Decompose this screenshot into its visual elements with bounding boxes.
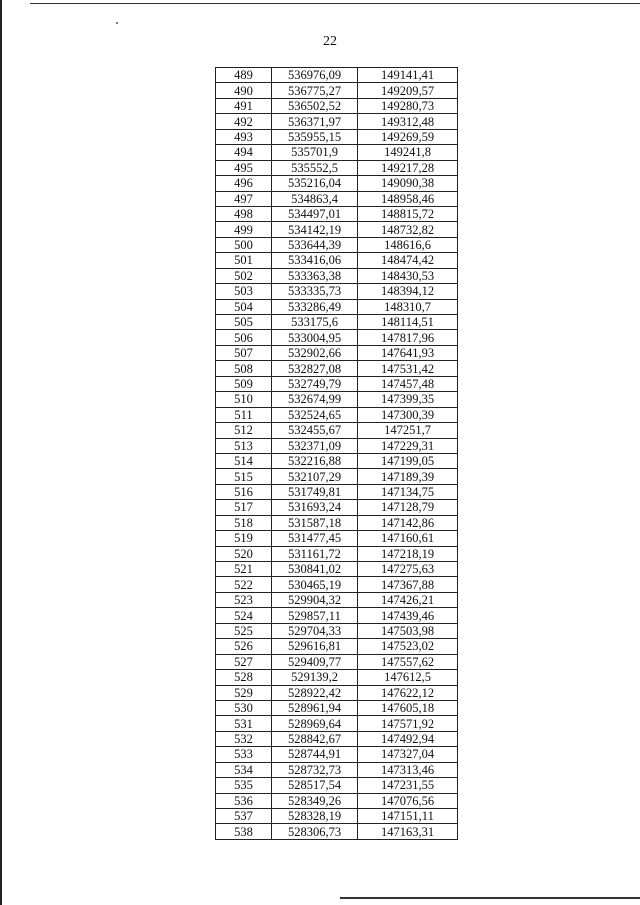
table-row [216, 731, 458, 746]
table-row [216, 608, 458, 623]
table-row [216, 376, 458, 391]
x-coordinate-cell: 528328,19 [272, 809, 358, 824]
point-number-cell: 514 [216, 453, 272, 468]
y-coordinate-cell: 147492,94 [358, 731, 458, 746]
table-row [216, 407, 458, 422]
table-row [216, 623, 458, 638]
y-coordinate-cell: 148815,72 [358, 206, 458, 221]
bottom-border-line [340, 897, 640, 899]
point-number-cell: 525 [216, 623, 272, 638]
table-row [216, 453, 458, 468]
x-coordinate-cell: 528922,42 [272, 685, 358, 700]
x-coordinate-cell: 535552,5 [272, 160, 358, 175]
y-coordinate-cell: 147300,39 [358, 407, 458, 422]
x-coordinate-cell: 529704,33 [272, 623, 358, 638]
table-row [216, 469, 458, 484]
x-coordinate-cell: 528842,67 [272, 731, 358, 746]
point-number-cell: 491 [216, 98, 272, 113]
x-coordinate-cell: 532902,66 [272, 345, 358, 360]
y-coordinate-cell: 148430,53 [358, 268, 458, 283]
table-row [216, 747, 458, 762]
table-row [216, 145, 458, 160]
y-coordinate-cell: 147189,39 [358, 469, 458, 484]
y-coordinate-cell: 149241,8 [358, 145, 458, 160]
point-number-cell: 532 [216, 731, 272, 746]
table-row [216, 438, 458, 453]
x-coordinate-cell: 528732,73 [272, 762, 358, 777]
y-coordinate-cell: 149280,73 [358, 98, 458, 113]
y-coordinate-cell: 147523,02 [358, 639, 458, 654]
y-coordinate-cell: 147218,19 [358, 546, 458, 561]
x-coordinate-cell: 528306,73 [272, 824, 358, 839]
table-row [216, 809, 458, 824]
x-coordinate-cell: 533416,06 [272, 253, 358, 268]
x-coordinate-cell: 529857,11 [272, 608, 358, 623]
table-row [216, 68, 458, 83]
table-row [216, 392, 458, 407]
coordinates-table-body [216, 68, 458, 840]
x-coordinate-cell: 534497,01 [272, 206, 358, 221]
coordinates-table [215, 67, 458, 840]
point-number-cell: 537 [216, 809, 272, 824]
point-number-cell: 503 [216, 284, 272, 299]
x-coordinate-cell: 535216,04 [272, 176, 358, 191]
table-row [216, 562, 458, 577]
table-row [216, 670, 458, 685]
table-row [216, 654, 458, 669]
y-coordinate-cell: 147142,86 [358, 515, 458, 530]
y-coordinate-cell: 147531,42 [358, 361, 458, 376]
point-number-cell: 495 [216, 160, 272, 175]
left-page-edge [0, 0, 2, 905]
x-coordinate-cell: 535701,9 [272, 145, 358, 160]
table-row [216, 361, 458, 376]
y-coordinate-cell: 147151,11 [358, 809, 458, 824]
x-coordinate-cell: 529904,32 [272, 592, 358, 607]
table-row [216, 592, 458, 607]
table-row [216, 345, 458, 360]
table-row [216, 500, 458, 515]
table-row [216, 268, 458, 283]
table-row [216, 824, 458, 839]
table-row [216, 284, 458, 299]
x-coordinate-cell: 533644,39 [272, 237, 358, 252]
x-coordinate-cell: 536775,27 [272, 83, 358, 98]
point-number-cell: 497 [216, 191, 272, 206]
table-row [216, 577, 458, 592]
x-coordinate-cell: 533004,95 [272, 330, 358, 345]
y-coordinate-cell: 147605,18 [358, 700, 458, 715]
y-coordinate-cell: 149217,28 [358, 160, 458, 175]
y-coordinate-cell: 147439,46 [358, 608, 458, 623]
y-coordinate-cell: 147231,55 [358, 778, 458, 793]
table-row [216, 639, 458, 654]
y-coordinate-cell: 147426,21 [358, 592, 458, 607]
x-coordinate-cell: 532524,65 [272, 407, 358, 422]
table-row [216, 515, 458, 530]
y-coordinate-cell: 147557,62 [358, 654, 458, 669]
table-row [216, 237, 458, 252]
y-coordinate-cell: 149090,38 [358, 176, 458, 191]
y-coordinate-cell: 148732,82 [358, 222, 458, 237]
y-coordinate-cell: 149269,59 [358, 129, 458, 144]
table-row [216, 685, 458, 700]
point-number-cell: 520 [216, 546, 272, 561]
y-coordinate-cell: 147327,04 [358, 747, 458, 762]
x-coordinate-cell: 528517,54 [272, 778, 358, 793]
point-number-cell: 530 [216, 700, 272, 715]
point-number-cell: 492 [216, 114, 272, 129]
x-coordinate-cell: 532749,79 [272, 376, 358, 391]
scan-speck [116, 22, 118, 24]
y-coordinate-cell: 147229,31 [358, 438, 458, 453]
point-number-cell: 516 [216, 484, 272, 499]
y-coordinate-cell: 148310,7 [358, 299, 458, 314]
table-row [216, 423, 458, 438]
point-number-cell: 510 [216, 392, 272, 407]
x-coordinate-cell: 533363,38 [272, 268, 358, 283]
x-coordinate-cell: 529409,77 [272, 654, 358, 669]
point-number-cell: 538 [216, 824, 272, 839]
point-number-cell: 498 [216, 206, 272, 221]
table-row [216, 299, 458, 314]
point-number-cell: 519 [216, 531, 272, 546]
x-coordinate-cell: 528961,94 [272, 700, 358, 715]
x-coordinate-cell: 532674,99 [272, 392, 358, 407]
x-coordinate-cell: 531587,18 [272, 515, 358, 530]
y-coordinate-cell: 147457,48 [358, 376, 458, 391]
y-coordinate-cell: 147622,12 [358, 685, 458, 700]
y-coordinate-cell: 147076,56 [358, 793, 458, 808]
x-coordinate-cell: 528969,64 [272, 716, 358, 731]
point-number-cell: 513 [216, 438, 272, 453]
y-coordinate-cell: 147571,92 [358, 716, 458, 731]
point-number-cell: 527 [216, 654, 272, 669]
table-row [216, 716, 458, 731]
table-row [216, 330, 458, 345]
x-coordinate-cell: 528744,91 [272, 747, 358, 762]
table-row [216, 222, 458, 237]
point-number-cell: 517 [216, 500, 272, 515]
y-coordinate-cell: 148394,12 [358, 284, 458, 299]
y-coordinate-cell: 147199,05 [358, 453, 458, 468]
y-coordinate-cell: 147641,93 [358, 345, 458, 360]
table-row [216, 129, 458, 144]
top-border-line [30, 3, 640, 4]
x-coordinate-cell: 532827,08 [272, 361, 358, 376]
table-row [216, 700, 458, 715]
x-coordinate-cell: 529616,81 [272, 639, 358, 654]
x-coordinate-cell: 530841,02 [272, 562, 358, 577]
point-number-cell: 528 [216, 670, 272, 685]
table-row [216, 253, 458, 268]
point-number-cell: 515 [216, 469, 272, 484]
table-row [216, 484, 458, 499]
x-coordinate-cell: 531749,81 [272, 484, 358, 499]
x-coordinate-cell: 530465,19 [272, 577, 358, 592]
table-row [216, 83, 458, 98]
y-coordinate-cell: 149141,41 [358, 68, 458, 83]
point-number-cell: 508 [216, 361, 272, 376]
table-row [216, 793, 458, 808]
y-coordinate-cell: 147134,75 [358, 484, 458, 499]
x-coordinate-cell: 532371,09 [272, 438, 358, 453]
x-coordinate-cell: 533335,73 [272, 284, 358, 299]
point-number-cell: 501 [216, 253, 272, 268]
point-number-cell: 502 [216, 268, 272, 283]
point-number-cell: 500 [216, 237, 272, 252]
point-number-cell: 512 [216, 423, 272, 438]
y-coordinate-cell: 149209,57 [358, 83, 458, 98]
y-coordinate-cell: 147163,31 [358, 824, 458, 839]
y-coordinate-cell: 147128,79 [358, 500, 458, 515]
y-coordinate-cell: 147503,98 [358, 623, 458, 638]
point-number-cell: 506 [216, 330, 272, 345]
x-coordinate-cell: 535955,15 [272, 129, 358, 144]
point-number-cell: 505 [216, 315, 272, 330]
x-coordinate-cell: 536502,52 [272, 98, 358, 113]
page-number: 22 [323, 34, 337, 49]
point-number-cell: 490 [216, 83, 272, 98]
point-number-cell: 521 [216, 562, 272, 577]
table-row [216, 778, 458, 793]
table-row [216, 176, 458, 191]
x-coordinate-cell: 536371,97 [272, 114, 358, 129]
point-number-cell: 511 [216, 407, 272, 422]
y-coordinate-cell: 148474,42 [358, 253, 458, 268]
table-row [216, 206, 458, 221]
point-number-cell: 522 [216, 577, 272, 592]
y-coordinate-cell: 148616,6 [358, 237, 458, 252]
x-coordinate-cell: 531477,45 [272, 531, 358, 546]
y-coordinate-cell: 147251,7 [358, 423, 458, 438]
y-coordinate-cell: 147275,63 [358, 562, 458, 577]
x-coordinate-cell: 534142,19 [272, 222, 358, 237]
point-number-cell: 504 [216, 299, 272, 314]
table-row [216, 114, 458, 129]
point-number-cell: 526 [216, 639, 272, 654]
x-coordinate-cell: 532107,29 [272, 469, 358, 484]
point-number-cell: 531 [216, 716, 272, 731]
x-coordinate-cell: 534863,4 [272, 191, 358, 206]
table-row [216, 160, 458, 175]
x-coordinate-cell: 533175,6 [272, 315, 358, 330]
point-number-cell: 523 [216, 592, 272, 607]
x-coordinate-cell: 532216,88 [272, 453, 358, 468]
y-coordinate-cell: 147612,5 [358, 670, 458, 685]
x-coordinate-cell: 532455,67 [272, 423, 358, 438]
y-coordinate-cell: 148958,46 [358, 191, 458, 206]
table-row [216, 546, 458, 561]
y-coordinate-cell: 147399,35 [358, 392, 458, 407]
point-number-cell: 493 [216, 129, 272, 144]
x-coordinate-cell: 529139,2 [272, 670, 358, 685]
point-number-cell: 536 [216, 793, 272, 808]
y-coordinate-cell: 148114,51 [358, 315, 458, 330]
point-number-cell: 509 [216, 376, 272, 391]
point-number-cell: 518 [216, 515, 272, 530]
y-coordinate-cell: 147160,61 [358, 531, 458, 546]
y-coordinate-cell: 147817,96 [358, 330, 458, 345]
x-coordinate-cell: 536976,09 [272, 68, 358, 83]
x-coordinate-cell: 533286,49 [272, 299, 358, 314]
point-number-cell: 524 [216, 608, 272, 623]
table-row [216, 762, 458, 777]
point-number-cell: 494 [216, 145, 272, 160]
x-coordinate-cell: 531693,24 [272, 500, 358, 515]
table-row [216, 531, 458, 546]
table-row [216, 315, 458, 330]
point-number-cell: 529 [216, 685, 272, 700]
point-number-cell: 499 [216, 222, 272, 237]
point-number-cell: 507 [216, 345, 272, 360]
point-number-cell: 535 [216, 778, 272, 793]
y-coordinate-cell: 149312,48 [358, 114, 458, 129]
table-row [216, 191, 458, 206]
point-number-cell: 533 [216, 747, 272, 762]
point-number-cell: 489 [216, 68, 272, 83]
point-number-cell: 496 [216, 176, 272, 191]
point-number-cell: 534 [216, 762, 272, 777]
x-coordinate-cell: 531161,72 [272, 546, 358, 561]
table-row [216, 98, 458, 113]
y-coordinate-cell: 147313,46 [358, 762, 458, 777]
y-coordinate-cell: 147367,88 [358, 577, 458, 592]
x-coordinate-cell: 528349,26 [272, 793, 358, 808]
